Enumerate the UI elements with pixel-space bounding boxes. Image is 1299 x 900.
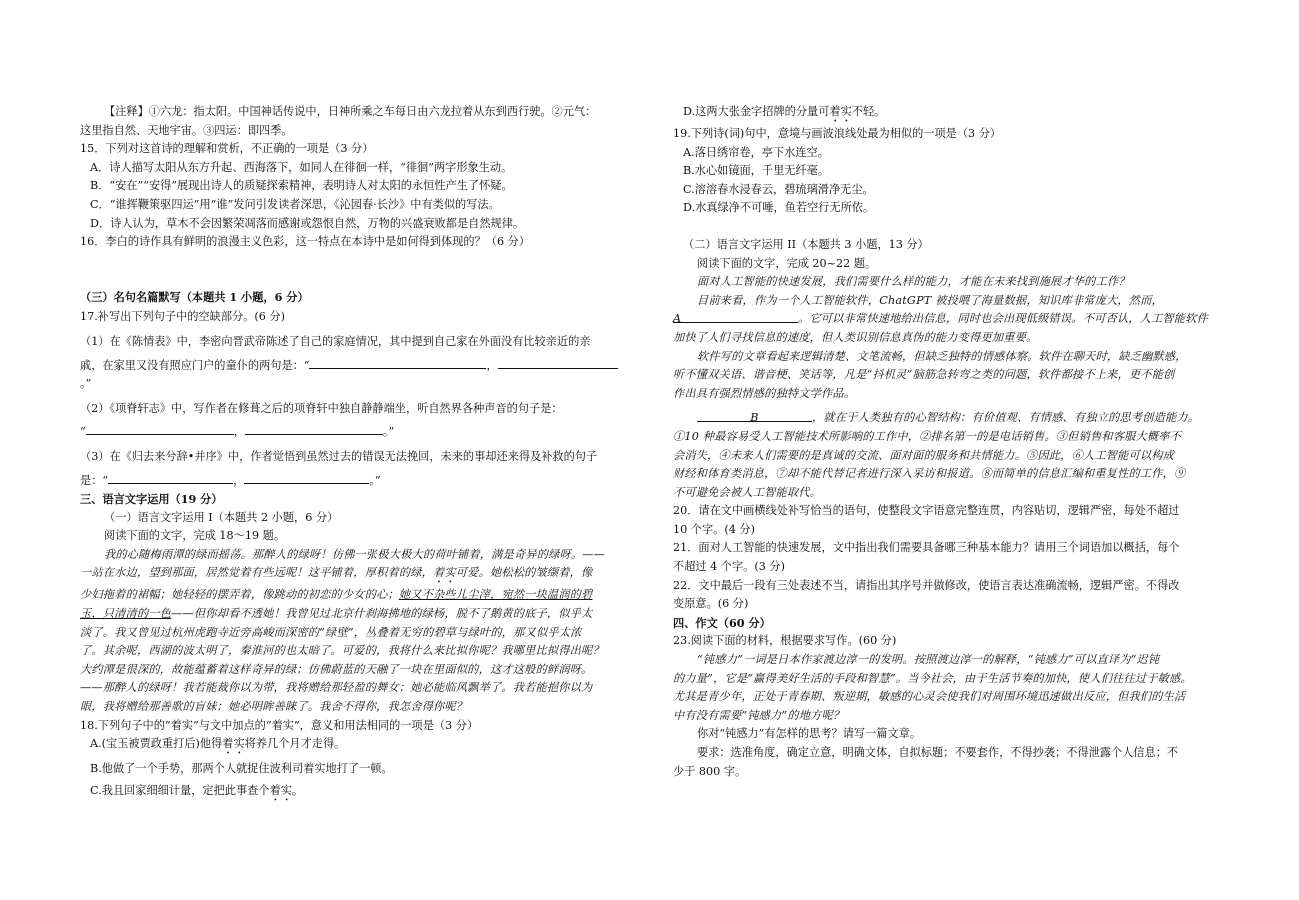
q17-item-2: （2）《项脊轩志》中，写作者在修葺之后的项脊轩中独自静静端坐，听自然界各种声音的句子是： bbox=[80, 401, 563, 415]
option-18-c: C.我且回家细细计量，定把此事查个着实。 bbox=[90, 783, 304, 797]
passage-line: 一站在水边，望到那面，居然觉着有些远呢！这平铺着，厚积着的绿，着实可爱。她松松的皱缬着，像 bbox=[80, 566, 593, 580]
answer-blank-b[interactable]: B bbox=[697, 409, 812, 422]
answer-blank-a[interactable]: A bbox=[673, 310, 798, 323]
option-15-d: D．诗人认为，草木不会因繁荣凋落而感谢或怨恨自然，万物的兴盛衰败都是自然规律。 bbox=[90, 216, 525, 230]
passage-line: 面对人工智能的快速发展，我们需要什么样的能力，才能在未来找到施展才华的工作？ bbox=[697, 275, 1130, 289]
dotted-word: 着实 bbox=[829, 105, 852, 118]
passage-line: 我的心随梅雨潭的绿而摇荡。那醉人的绿呀！仿佛一张极大极大的荷叶铺着，满是奇异的绿呀。—— bbox=[104, 547, 606, 561]
passage-line: 少妇拖着的裙幅；她轻轻的摆弄着，像跳动的初恋的少女的心；她又不杂些儿尘滓，宛然一块温润的碧 bbox=[80, 588, 593, 602]
passage-line: ——那醉人的绿呀！我若能裁你以为带，我将赠给那轻盈的舞女；她必能临风飘举了。我若能挹你以为 bbox=[80, 681, 593, 695]
note-line: 【注释】①六龙：指太阳。中国神话传说中，日神所乘之车每日由六龙拉着从东到西行驶。②元气： bbox=[104, 105, 597, 118]
reading-instruction: 阅读下面的文字，完成 20~22 题。 bbox=[697, 256, 877, 270]
passage-line: 大约潭是很深的，故能蕴蓄着这样奇异的绿；仿佛蔚蓝的天融了一块在里面似的，这才这般的鲜润呀。 bbox=[80, 662, 593, 676]
question-18: 18.下列句子中的“着实”与文中加点的“着实”，意义和用法相同的一项是（3 分） bbox=[80, 718, 479, 732]
essay-requirements-cont: 少于 800 字。 bbox=[673, 764, 747, 778]
question-19: 19.下列诗(词)句中，意境与画波浪线处最为相似的一项是（3 分） bbox=[673, 127, 1002, 140]
passage-line: 作出具有强烈情感的独特文学作品。 bbox=[673, 386, 856, 400]
option-18-a: A.(宝玉被贾政重打后)他得着实将养几个月才走得。 bbox=[90, 737, 346, 751]
dotted-word: 着实 bbox=[433, 566, 456, 580]
right-column bbox=[673, 103, 1221, 781]
passage-line: 财经和体育类消息，⑦却不能代替记者进行深入采访和报道。⑧而简单的信息汇编和重复性的工作，⑨ bbox=[673, 467, 1186, 481]
option-18-d: D.这两大张金字招牌的分量可着实不轻。 bbox=[683, 105, 886, 118]
passage-line: ①10 种最容易受人工智能技术所影响的工作中，②排名第一的是电话销售。③但销售和客服大概率不 bbox=[673, 429, 1182, 443]
option-15-b: B．“安在”“安得”展现出诗人的质疑探索精神，表明诗人对太阳的永恒性产生了怀疑。 bbox=[90, 179, 513, 193]
answer-blank[interactable] bbox=[244, 471, 369, 484]
question-20: 20．请在文中画横线处补写恰当的语句，使整段文字语意完整连贯，内容贴切，逻辑严密，每处不超过 bbox=[673, 504, 1180, 518]
passage-line: 目前来看，作为一个人工智能软件，ChatGPT 被投喂了海量数据，知识库非常庞大，然而， bbox=[697, 293, 1163, 307]
reading-instruction: 阅读下面的文字，完成 18～19 题。 bbox=[104, 529, 286, 543]
passage-line: 软件写的文章看起来逻辑清楚、文笔流畅，但缺乏独特的情感体察。软件在聊天时，缺乏幽默感， bbox=[697, 349, 1187, 363]
part-heading: 四、作文（60 分） bbox=[673, 615, 771, 630]
answer-blank[interactable] bbox=[309, 356, 486, 369]
question-21-cont: 不超过 4 个字。(3 分) bbox=[673, 560, 785, 574]
passage-line: B ，就在于人类独有的心智结构：有价值观、有情感、有独立的思考创造能力。 bbox=[673, 409, 1221, 428]
passage-line: 了。其余呢，西湖的波太明了，秦淮河的也太暗了。可爱的，我将什么来比拟你呢？我哪里比拟得出呢？ bbox=[80, 644, 604, 658]
passage-line: 听不懂双关语、谐音梗、笑话等，凡是“抖机灵”脑筋急转弯之类的问题，软件都接不上来，更不能创 bbox=[673, 368, 1175, 382]
option-15-a: A．诗人描写太阳从东方升起、西海落下，如同人在徘徊一样，“徘徊”两字形象生动。 bbox=[90, 160, 513, 174]
question-21: 21．面对人工智能的快速发展，文中指出我们需要具备哪三种基本能力？请用三个词语加以概括，每个 bbox=[673, 541, 1180, 555]
question-15: 15．下列对这首诗的理解和赏析，不正确的一项是（3 分） bbox=[80, 142, 374, 156]
subsection-heading: （二）语言文字运用 II（本题共 3 小题，13 分） bbox=[683, 237, 929, 251]
q17-item-2-blanks: “ ， 。” bbox=[80, 422, 627, 442]
section-heading: （三）名句名篇默写（本题共 1 小题，6 分） bbox=[80, 289, 309, 304]
essay-requirements: 要求：选准角度，确定立意，明确文体，自拟标题；不要套作，不得抄袭；不得泄露个人信息；不 bbox=[697, 746, 1179, 759]
q17-item-3: （3）在《归去来兮辞•并序》中，作者觉悟到虽然过去的错误无法挽回，未来的事却还来得及补救的句子 bbox=[80, 449, 598, 463]
passage-line: 不可避免会被人工智能取代。 bbox=[673, 485, 822, 499]
essay-material: “钝感力”一词是日本作家渡边淳一的发明。按照渡边淳一的解释，“钝感力”可以直译为“迟钝 bbox=[697, 653, 1160, 667]
essay-material: 中有没有需要“钝感力”的地方呢？ bbox=[673, 708, 845, 722]
passage-line: A 。它可以非常快速地给出信息，同时也会出现低级错误。不可否认，人工智能软件 bbox=[673, 312, 1208, 326]
option-15-c: C．“谁挥鞭策驱四运”用“谁”发问引发读者深思，《沁园春·长沙》中有类似的写法。 bbox=[90, 197, 500, 211]
question-17: 17.补写出下列句子中的空缺部分。(6 分) bbox=[80, 310, 286, 324]
option-19-a: A.落日绣帘卷，亭下水连空。 bbox=[683, 145, 829, 159]
passage-line: 加快了人们寻找信息的速度，但人类识别信息真伪的能力变得更加重要。 bbox=[673, 330, 1038, 344]
question-16: 16．李白的诗作具有鲜明的浪漫主义色彩，这一特点在本诗中是如何得到体现的？（6 分） bbox=[80, 235, 531, 249]
q17-item-3-blanks: 是：“ ， 。” bbox=[80, 471, 627, 491]
essay-material: 的力量”，它是“赢得美好生活的手段和智慧”。当今社会，由于生活节奏的加快，使人们往往过于敏感。 bbox=[673, 671, 1192, 685]
q17-item-1: （1）在《陈情表》中，李密向晋武帝陈述了自己的家庭情况，其中提到自己家在外面没有比较亲近的亲 bbox=[80, 334, 591, 348]
note-line: 这里指自然、天地宇宙。③四运：即四季。 bbox=[80, 123, 293, 137]
answer-blank[interactable] bbox=[108, 471, 233, 484]
question-22: 22．文中最后一段有三处表述不当，请指出其序号并做修改，使语言表达准确流畅，逻辑严密。不得改 bbox=[673, 578, 1180, 592]
passage-line: 会消失，④未来人们需要的是真诚的交流、面对面的服务和共情能力。⑤因此，⑥人工智能可以构成 bbox=[673, 448, 1175, 462]
subsection-heading: （一）语言文字运用 I（本题共 2 小题，6 分） bbox=[104, 510, 339, 524]
question-22-cont: 变原意。(6 分) bbox=[673, 597, 749, 611]
option-19-d: D.水真绿净不可唾，鱼若空行无所依。 bbox=[683, 201, 875, 215]
question-20-cont: 10 个字。(4 分) bbox=[673, 522, 755, 536]
passage-line: 眼，我将赠给那善歌的盲妹；她必明眸善睐了。我舍不得你，我怎舍得你呢？ bbox=[80, 700, 468, 714]
answer-blank[interactable] bbox=[498, 356, 618, 369]
option-19-c: C.溶溶春水浸春云，碧琉璃滑净无尘。 bbox=[683, 182, 874, 196]
essay-material: 尤其是青少年，正处于青春期、叛逆期，敏感的心灵会使我们对周围环境迅速做出反应，但我们的生活 bbox=[673, 690, 1186, 704]
answer-blank[interactable] bbox=[86, 422, 234, 435]
wavy-underline-text: 她又不杂些儿尘滓，宛然一块温润的碧 bbox=[398, 588, 593, 602]
option-19-b: B.水心如镜面，千里无纤毫。 bbox=[683, 164, 830, 178]
passage-line: 淡了。我又曾见过杭州虎跑寺近旁高峻而深密的“绿壁”，丛叠着无穷的碧草与绿叶的，那又似乎太浓 bbox=[80, 625, 582, 639]
wavy-underline-text: 玉，只清清的一色 bbox=[80, 607, 172, 621]
left-column bbox=[80, 103, 627, 804]
dotted-word: 着实 bbox=[269, 783, 292, 797]
essay-prompt: 你对“钝感力”有怎样的思考？请写一篇文章。 bbox=[697, 727, 922, 741]
passage-line: 玉，只清清的一色——但你却看不透她！我曾见过北京什刹海拂地的绿杨，脱不了鹅黄的底子，似乎太 bbox=[80, 607, 593, 621]
dotted-word: 着实 bbox=[222, 737, 245, 751]
part-heading: 三、语言文字运用（19 分） bbox=[80, 492, 223, 507]
question-23: 23.阅读下面的材料，根据要求写作。(60 分) bbox=[673, 634, 897, 648]
answer-blank[interactable] bbox=[245, 422, 383, 435]
option-18-b: B.他做了一个手势，那两个人就捉住波利司着实地打了一顿。 bbox=[90, 762, 393, 776]
q17-item-1-blanks: 戚，在家里又没有照应门户的童仆的两句是：“ ，。” bbox=[80, 356, 627, 394]
